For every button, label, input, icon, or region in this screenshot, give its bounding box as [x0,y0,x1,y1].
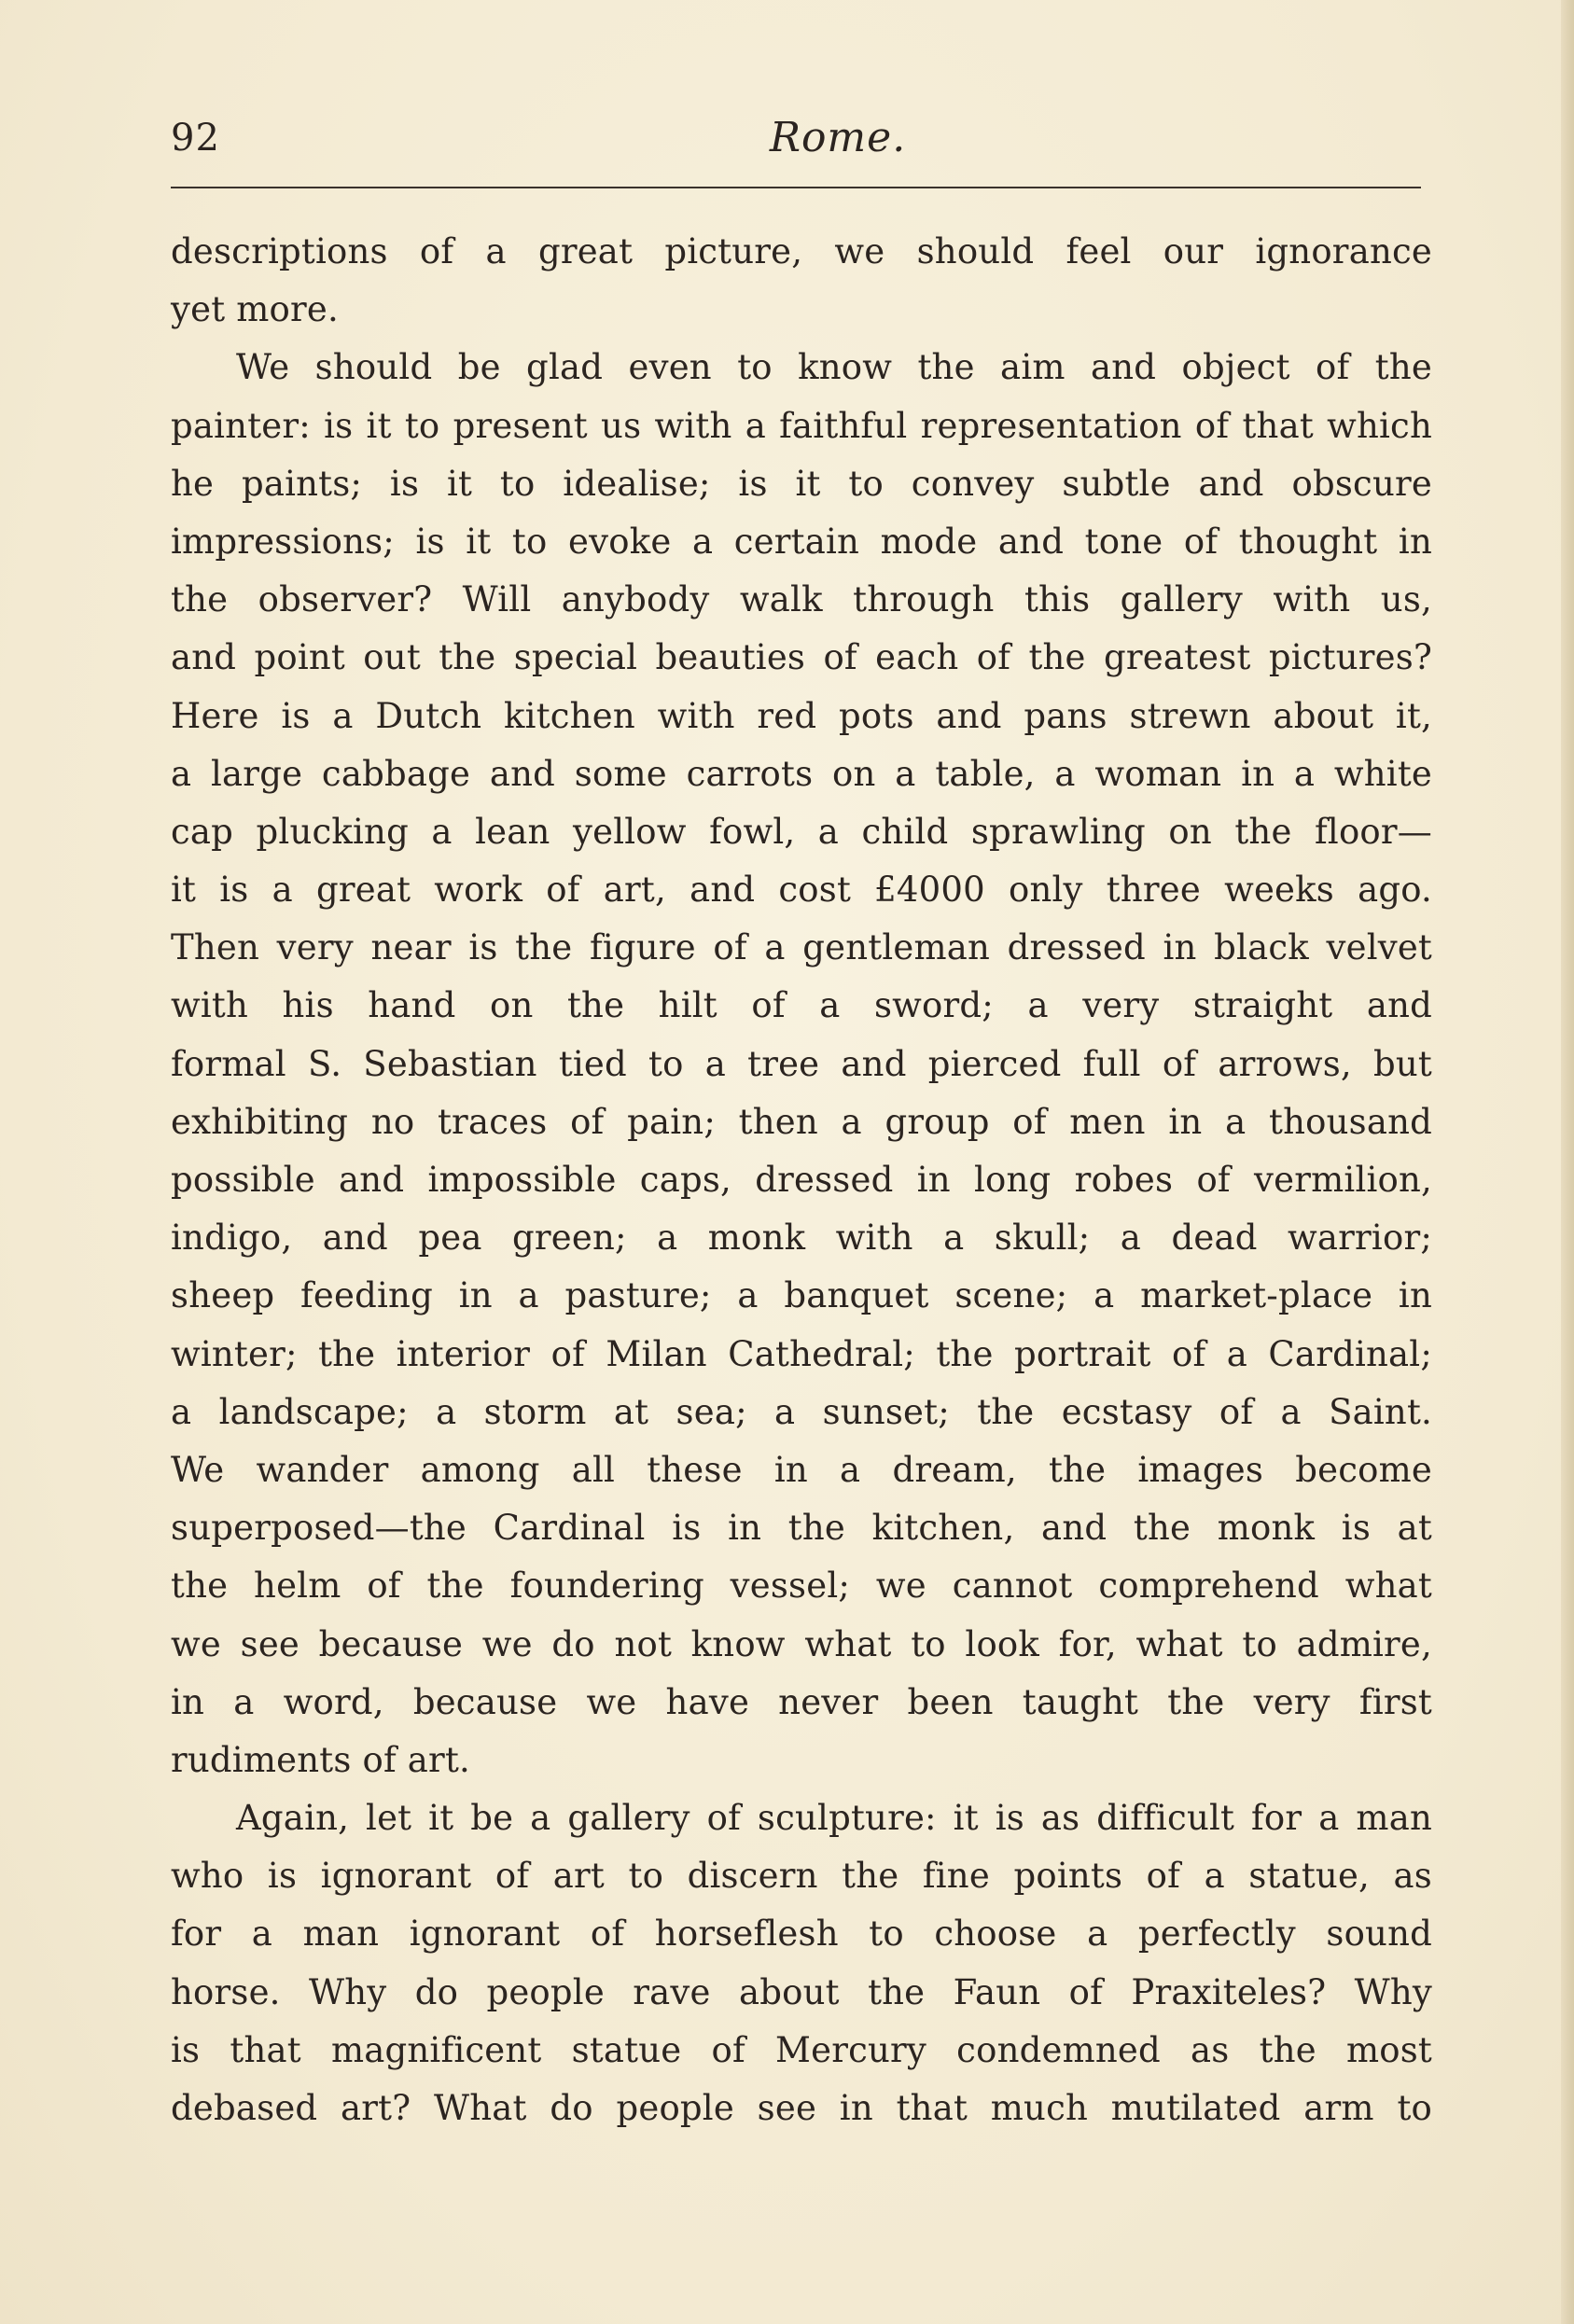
text-line: it is a great work of art, and cost £4000 only three weeks ago. [171,870,1432,911]
text-line: for a man ignorant of horseflesh to choose a perfectly sound [171,1913,1432,1955]
text-line: the observer? Will anybody walk through this gallery with us, [171,579,1432,620]
text-line: winter; the interior of Milan Cathedral; the portrait of a Cardinal; [171,1333,1432,1374]
body-text [171,223,1432,2137]
text-line: descriptions of a great picture, we should feel our ignorance [171,231,1432,271]
text-line: Here is a Dutch kitchen with red pots and pans strewn about it, [171,695,1432,736]
text-line: he paints; is it to idealise; is it to convey subtle and obscure [171,463,1432,504]
text-line: rudiments of art. [171,1739,470,1780]
text-line: horse. Why do people rave about the Faun of Praxiteles? Why [171,1971,1432,2012]
text-line: is that magnificent statue of Mercury condemned as the most [171,2029,1432,2070]
text-line: sheep feeding in a pasture; a banquet scene; a market-place in [171,1275,1432,1316]
text-line: we see because we do not know what to look for, what to admire, [171,1623,1432,1664]
text-line: We should be glad even to know the aim and object of the [236,347,1432,388]
text-line: in a word, because we have never been taught the very first [171,1681,1432,1722]
text-line: impressions; is it to evoke a certain mode and tone of thought in [171,521,1432,562]
text-line: a landscape; a storm at sea; a sunset; the ecstasy of a Saint. [171,1391,1432,1432]
text-line: Again, let it be a gallery of sculpture: it is as difficult for a man [236,1798,1432,1839]
text-line: We wander among all these in a dream, the images become [171,1449,1432,1490]
page-edge [1561,0,1574,2324]
text-line: a large cabbage and some carrots on a table, a woman in a white [171,753,1432,794]
running-title: Rome. [769,114,907,161]
header-rule [171,187,1421,188]
text-line: with his hand on the hilt of a sword; a very straight and [171,985,1432,1026]
page-header [171,110,1421,166]
text-line: debased art? What do people see in that much mutilated arm to [171,2088,1432,2128]
text-line: who is ignorant of art to discern the fine points of a statue, as [171,1856,1432,1897]
text-line: formal S. Sebastian tied to a tree and pierced full of arrows, but [171,1043,1432,1084]
text-line: and point out the special beauties of each of the greatest pictures? [171,637,1432,678]
text-line: painter: is it to present us with a faithful representation of that which [171,405,1432,446]
text-line: possible and impossible caps, dressed in long robes of vermilion, [171,1160,1432,1200]
page-number: 92 [171,117,220,160]
text-line: yet more. [171,289,339,330]
text-line: cap plucking a lean yellow fowl, a child sprawling on the floor— [171,811,1432,852]
text-line: indigo, and pea green; a monk with a skull; a dead warrior; [171,1218,1432,1259]
text-line: superposed—the Cardinal is in the kitchen, and the monk is at [171,1508,1432,1549]
text-line: exhibiting no traces of pain; then a group of men in a thousand [171,1101,1432,1142]
text-line: Then very near is the figure of a gentleman dressed in black velvet [171,927,1432,968]
text-line: the helm of the foundering vessel; we cannot comprehend what [171,1566,1432,1607]
